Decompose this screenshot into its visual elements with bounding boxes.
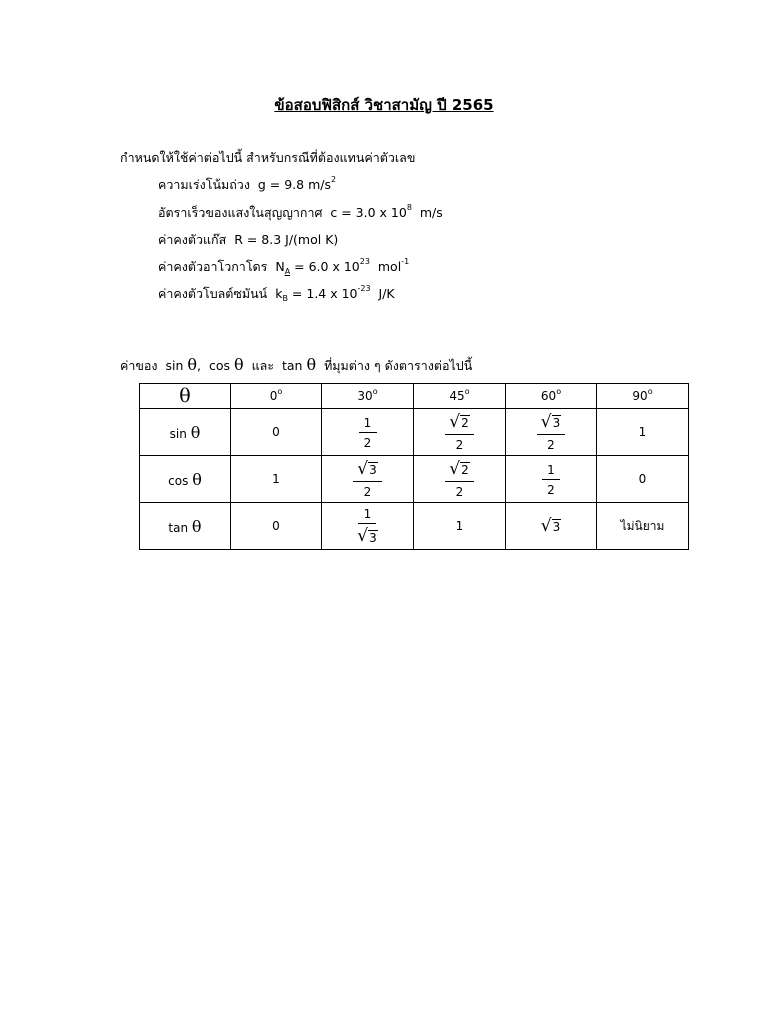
angle-0: 0$^o$ bbox=[231, 384, 322, 409]
cos-90: 0 bbox=[597, 456, 689, 503]
tan-90: ไม่นิยาม bbox=[597, 503, 689, 550]
cos-60: $\frac{1}{2}$ bbox=[506, 456, 597, 503]
theta-header: θ bbox=[140, 384, 231, 409]
cos-30: √ 3 2 bbox=[322, 456, 414, 503]
cos-0: 1 bbox=[231, 456, 322, 503]
tan-30: 1 √ 3 bbox=[322, 503, 414, 550]
trig-table bbox=[139, 383, 689, 550]
table-row-cos bbox=[140, 456, 689, 503]
sqrt-symbol: √ bbox=[357, 458, 369, 479]
intro-text: กำหนดให้ใช้ค่าต่อไปนี้ สำหรับกรณีที่ต้องแทนค่าตัวเลข bbox=[120, 150, 416, 165]
sqrt-symbol: √ bbox=[449, 411, 461, 432]
sin-90: 1 bbox=[597, 409, 689, 456]
table-header-row bbox=[140, 384, 689, 409]
sqrt-symbol: √ bbox=[540, 411, 552, 432]
table-row-tan bbox=[140, 503, 689, 550]
sqrt-symbol: √ bbox=[357, 526, 369, 546]
tan-0: 0 bbox=[231, 503, 322, 550]
sqrt-symbol: √ bbox=[449, 458, 461, 479]
constant-avogadro: ค่าคงตัวอาโวกาโดร $N_A = 6.0$ x $10^{23}$ mol$^{-1}$ bbox=[158, 257, 410, 276]
constant-light: อัตราเร็วของแสงในสุญญากาศ c = 3.0 x $10^8$ m/s bbox=[158, 203, 443, 220]
constant-gas: ค่าคงตัวแก๊ส R = 8.3 J/(mol K) bbox=[158, 232, 339, 247]
sin-0: 0 bbox=[231, 409, 322, 456]
angle-30: 30$^o$ bbox=[322, 384, 414, 409]
angle-90: 90$^o$ bbox=[597, 384, 689, 409]
table-row-sin bbox=[140, 409, 689, 456]
sin-30: $\frac{1}{2}$ bbox=[322, 409, 414, 456]
table-caption: ค่าของ sin θ, cos θ และ tan θ ที่มุมต่าง ๆ ดังตารางต่อไปนี้ bbox=[120, 355, 473, 374]
row-label-tan: tan θ bbox=[140, 503, 231, 550]
angle-45: 45$^o$ bbox=[414, 384, 506, 409]
tan-60: √ 3 bbox=[506, 503, 597, 550]
page-title: ข้อสอบฟิสิกส์ วิชาสามัญ ปี 2565 bbox=[274, 96, 494, 114]
sqrt-symbol: √ bbox=[540, 515, 552, 536]
tan-45: 1 bbox=[414, 503, 506, 550]
row-label-cos: cos θ bbox=[140, 456, 231, 503]
cos-45: √ 2 2 bbox=[414, 456, 506, 503]
sin-45: √ 2 2 bbox=[414, 409, 506, 456]
row-label-sin: sin θ bbox=[140, 409, 231, 456]
angle-60: 60$^o$ bbox=[506, 384, 597, 409]
sin-60: √ 3 2 bbox=[506, 409, 597, 456]
constant-boltzmann: ค่าคงตัวโบลต์ซมันน์ $k_B = 1.4$ x $10^{-23}$ J/K bbox=[158, 284, 395, 303]
constant-gravity: ความเร่งโน้มถ่วง g = 9.8 $m/s^2$ bbox=[158, 175, 337, 192]
